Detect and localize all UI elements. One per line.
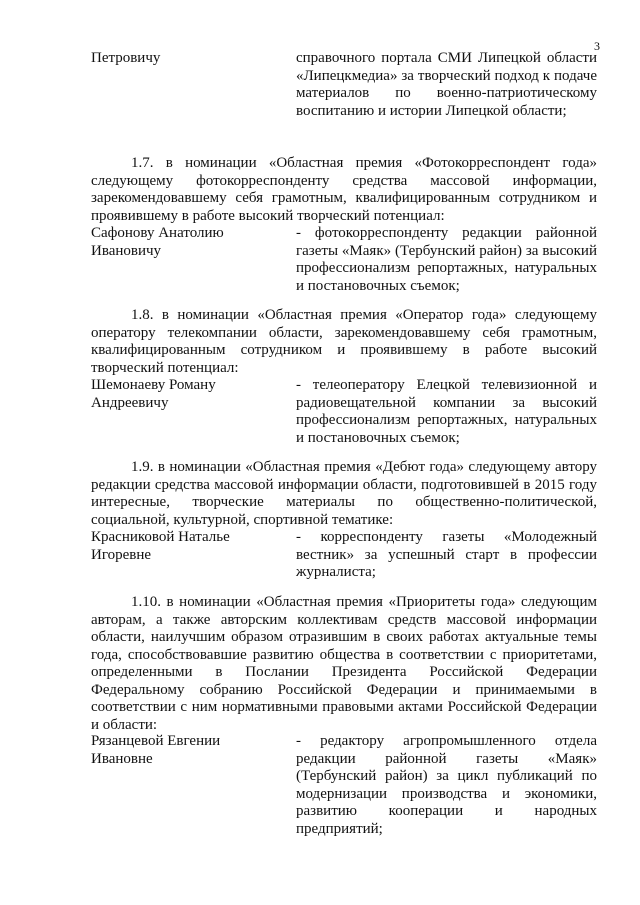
recipient-description: справочного портала СМИ Липецкой области «Липецкмедиа» за творческий подход к подаче материалов по военно-патриотическому воспитанию и истории Липецкой области; <box>296 50 597 119</box>
recipient-name: Петровичу <box>91 50 161 66</box>
recipient-name: Сафонову Анатолию Ивановичу <box>91 225 224 259</box>
page-number: 3 <box>594 39 600 53</box>
recipient-description: - телеоператору Елецкой телевизионной и радиовещательной компании за высокий профессионализм репортажных, натуральных и постановочных съемок; <box>296 377 597 446</box>
recipient-name: Шемонаеву Роману Андреевичу <box>91 377 216 411</box>
recipient-name: Рязанцевой Евгении Ивановне <box>91 733 221 767</box>
recipient-name: Красниковой Наталье Игоревне <box>91 529 230 563</box>
nomination-paragraph-1-10: 1.10. в номинации «Областная премия «Приоритеты года» следующим авторам, а также авторским коллективам средств массовой информации области, наилучшим образом отразившим в своих работах актуальные темы года, способствовавшие развитию общества в соответствии с приоритетами, определенными в Послании Президента Российской Федерации Федеральному собранию Российской Федерации и принимаемыми в соответствии с ним нормативными правовыми актами Российской Федерации и области: <box>91 594 597 733</box>
recipient-description: - фотокорреспонденту редакции районной газеты «Маяк» (Тербунский район) за высокий профессионализм репортажных, натуральных и постановочных съемок; <box>296 225 597 294</box>
nomination-paragraph-1-8: 1.8. в номинации «Областная премия «Оператор года» следующему оператору телекомпании области, зарекомендовавшему себя грамотным, квалифицированным сотрудником и проявившему в работе высокий творческий потенциал: <box>91 307 597 376</box>
recipient-description: - корреспонденту газеты «Молодежный вестник» за успешный старт в профессии журналиста; <box>296 529 597 580</box>
recipient-description: - редактору агропромышленного отдела редакции районной газеты «Маяк» (Тербунский район) за цикл публикаций по модернизации производства и экономики, развитию кооперации и народных предприятий; <box>296 733 597 837</box>
nomination-paragraph-1-7: 1.7. в номинации «Областная премия «Фотокорреспондент года» следующему фотокорреспонденту средства массовой информации, зарекомендовавшему себя грамотным, квалифицированным сотрудником и проявившему в работе высокий творческий потенциал: <box>91 155 597 224</box>
nomination-paragraph-1-9: 1.9. в номинации «Областная премия «Дебют года» следующему автору редакции средства массовой информации области, подготовившей в 2015 году интересные, творческие материалы по общественно-политической, социальной, культурной, спортивной тематике: <box>91 459 597 528</box>
